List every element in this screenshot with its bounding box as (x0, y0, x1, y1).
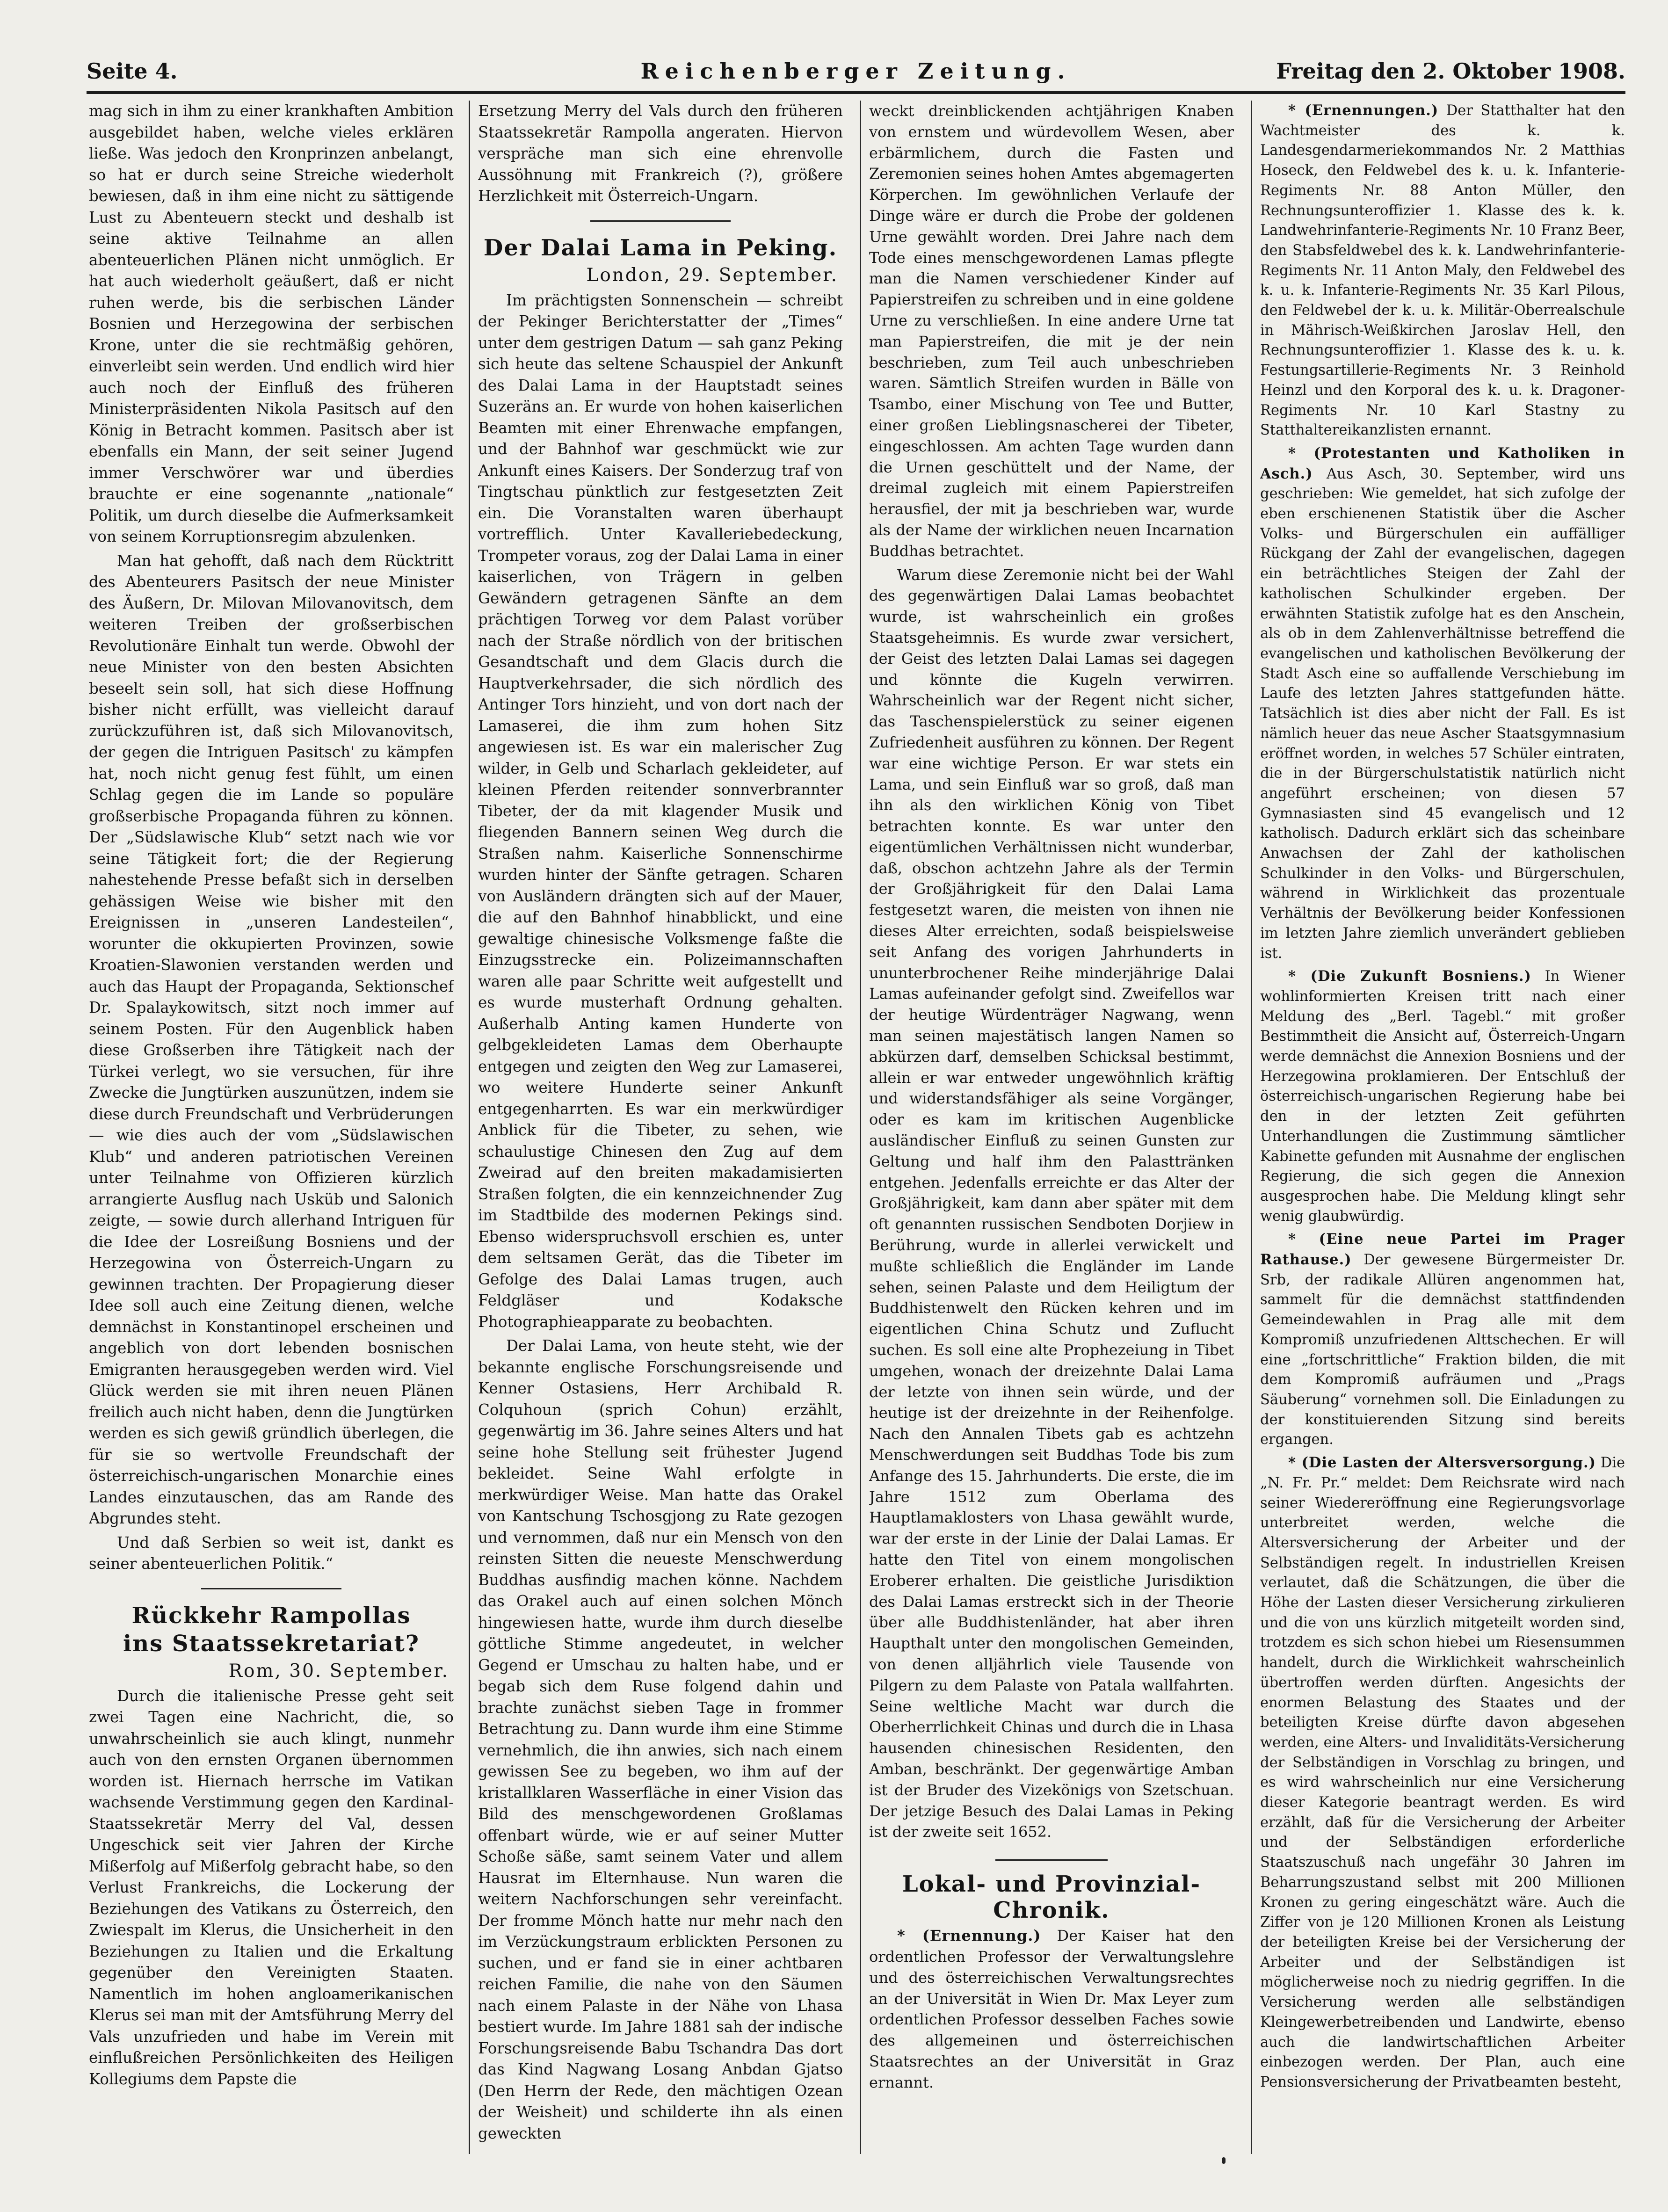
column-4 (1260, 101, 1625, 2154)
news-item-text: In Wiener wohlinformierten Kreisen tritt nach einer Meldung des „Berl. Tagebl.“ mit großer Bestimmtheit die Ansicht auf, Österreich-Ungarn werde demnächst die Annexion Bosniens und der Herzegowina proklamieren. Der Entschluß der österreichisch-ungarischen Regierung habe bei den in der letzten Zeit geführten Unterhandlungen die Zustimmung sämtlicher Kabinette gefunden mit Ausnahme der englischen Regierung, die sich gegen die Annexion ausgesprochen habe. Die Meldung klingt sehr wenig glaubwürdig. (1260, 968, 1625, 1225)
column-1 (89, 101, 454, 2154)
separator (590, 220, 731, 222)
news-item (1260, 443, 1625, 964)
article-text: mag sich in ihm zu einer krankhaften Ambition ausgebildet haben, welche vieles erklären ließe. Was jedoch den Kronprinzen anbelangt, so hat er durch seine Streiche wiederholt bewiesen, daß in ihm eine nicht zu sättigende Lust zu Abenteuern steckt und deshalb ist seine aktive Teilnahme an allen abenteuerlichen Plänen nicht unmöglich. Er hat auch wiederholt geäußert, daß er nicht ruhen werde, bis die serbischen Länder Bosnien und Herzegowina der serbischen Krone, unter die sie rechtmäßig gehören, einverleibt sein werden. Und endlich wird hier auch noch der Einfluß des früheren Ministerpräsidenten Nikola Pasitsch auf den König in Betracht kommen. Pasitsch aber ist ebenfalls ein Mann, der seit seiner Jugend immer Verschwörer war und überdies brauchte er eine sogenannte „nationale“ Politik, um durch dieselbe die Aufmerksamkeit von seinem Korruptionsregim abzulenken. (89, 102, 454, 545)
masthead (87, 49, 1625, 94)
news-item (1260, 101, 1625, 441)
dateline: Rom, 30. September. (228, 1660, 449, 1682)
dateline: London, 29. September. (586, 264, 838, 286)
news-item (1260, 1453, 1625, 2093)
headline-rampolla-line-2: ins Staatssekretariat? (123, 1630, 420, 1657)
column-2 (478, 101, 843, 2154)
column-rule (469, 101, 470, 2154)
article-text: Der Dalai Lama, von heute steht, wie der bekannte englische Forschungsreisende und Kenner Ostasiens, Herr Archibald R. Colquhoun (sprich Cohun) erzählt, gegenwärtig im 36. Jahre seines Alters und hat seine hohe Stellung seit frühester Jugend bekleidet. Seine Wahl erfolgte in merkwürdiger Weise. Man hatte das Orakel von Kantschung Tschosgjong zu Rate gezogen und vernommen, daß nur ein Mensch von den reinsten Sitten die neueste Menschwerdung Buddhas ausfindig machen könne. Nachdem das Orakel auch auf einen solchen Mönch hingewiesen hatte, wurde ihm durch dieselbe göttliche Stimme angedeutet, in welcher Gegend er Umschau zu halten habe, und er begab sich dem Ruse folgend dahin und brachte zunächst sieben Tage in frommer Betrachtung zu. Dann wurde ihm eine Stimme vernehmlich, die ihn anwies, sich nach einem gewissen See zu begeben, wo ihm auf der kristallklaren Wasserfläche in einer Vision das Bild des menschgewordenen Großlamas offenbart würde, wie er auf seiner Mutter Schoße säße, samt seinem Vater und allem Hausrat im Elternhause. Nun waren die weitern Nachforschungen sehr vereinfacht. Der fromme Mönch hatte nur mehr nach den im Verzückungstraum erblickten Personen zu suchen, und er fand sie in einer achtbaren reichen Familie, die nahe von den Säumen nach einem Palaste in der Nähe von Lhasa bestiert wurde. Im Jahre 1881 sah der indische Forschungsreisende Babu Tschandra Das dort das Kind Nagwang Losang Anbdan Gjatso (Den Herrn der Rede, den mächtigen Ozean der Weisheit) und schilderte ihn als einen geweckten (478, 1337, 843, 2142)
news-item-text: Aus Asch, 30. September, wird uns geschrieben: Wie gemeldet, hat sich zufolge der eben erschienenen Statistik über die Ascher Volks- und Bürgerschulen ein auffälliger Rückgang der Zahl der evangelischen, dagegen ein beträchtliches Steigen der Zahl der katholischen Schulkinder ergeben. Der erwähnten Statistik zufolge hat es den Anschein, als ob in dem Zahlenverhältnisse betreffend die evangelischen und katholischen Bevölkerung der Stadt Asch eine so auffallende Verschiebung im Laufe des letzten Jahres stattgefunden hätte. Tatsächlich ist dies aber nicht der Fall. Es ist nämlich heuer das neue Ascher Staatsgymnasium eröffnet worden, in welches 57 Schüler eintraten, die in der Bürgerschulstatistik natürlich nicht angeführt erscheinen; von diesen 57 Gymnasiasten sind 45 evangelisch und 12 katholisch. Dadurch erklärt sich das scheinbare Anwachsen der Zahl der katholischen Schulkinder in den Volks- und Bürgerschulen, während in Wirklichkeit das prozentuale Verhältnis der Bevölkerung beider Konfessionen im letzten Jahre ziemlich unverändert geblieben ist. (1260, 465, 1625, 962)
news-item (869, 1925, 1234, 2093)
column-rule (1251, 101, 1252, 2154)
article-text: Warum diese Zeremonie nicht bei der Wahl des gegenwärtigen Dalai Lamas beobachtet wurde, ist wahrscheinlich ein großes Staatsgeheimnis. Es wurde zwar versichert, der Geist des letzten Dalai Lamas sei dagegen und könnte die Kugeln verwirren. Wahrscheinlich war der Regent nicht sicher, das Taschenspielerstück zu seiner eigenen Zufriedenheit ausführen zu können. Der Regent war eine wichtige Person. Er war stets ein Lama, und sein Einfluß war so groß, daß man ihn als den wirklichen König von Tibet betrachten konnte. Es war unter den eigentümlichen Verhältnissen nicht wunderbar, daß, obschon achtzehn Jahre als der Termin der Großjährigkeit für den Dalai Lama festgesetzt waren, die meisten von ihnen nie dieses Alter erreichten, sodaß beispielsweise seit Anfang des vorigen Jahrhunderts in ununterbrochener Reihe minderjährige Dalai Lamas aufeinander gefolgt sind. Zweifellos war der heutige Würdenträger Nagwang, wenn man seinen majestätisch langen Namen so abkürzen darf, demselben Schicksal bestimmt, allein er war entweder ungewöhnlich kräftig und widerstandsfähiger als seine Vorgänger, oder es kam im kritischen Augenblicke ausländischer Einfluß zu seinen Gunsten zur Geltung und half ihm den Palasttränken entgehen. Jedenfalls erreichte er das Alter der Großjährigkeit, kam dann aber später mit dem oft genannten russischen Sendboten Dorjiew in Berührung, wurde in allerlei verwickelt und mußte schließlich die Engländer im Lande sehen, seinen Palaste und dem Heiligtum der Buddhistenwelt den Rücken kehren und im eigentlichen China Schutz und Zuflucht suchen. Es soll eine alte Prophezeiung in Tibet umgehen, wonach der dreizehnte Dalai Lama der letzte von ihnen sein würde, und der heutige ist der dreizehnte in der Reihenfolge. Nach den Annalen Tibets gab es achtzehn Menschwerdungen seit Buddhas Tode bis zum Anfange des 15. Jahrhunderts. Die erste, die im Jahre 1512 zum Oberlama des Hauptlamaklosters von Lhasa gewählt wurde, war der erste in der Linie der Dalai Lamas. Er hatte den Titel von einem mongolischen Eroberer erhalten. Die geistliche Jurisdiktion des Dalai Lamas erstreckt sich in der Theorie über alle Buddhistenländer, hat aber ihren Haupthalt unter den mongolischen Gemeinden, von denen alljährlich viele Tausende von Pilgern zu dem Palaste von Patala wallfahrten. Seine weltliche Macht war durch die Oberherrlichkeit Chinas und durch die in Lhasa hausenden chinesischen Residenten, den Amban, beschränkt. Der gegenwärtige Amban ist der Bruder des Vizekönigs von Szetschuan. Der jetzige Besuch des Dalai Lamas in Peking ist der zweite seit 1652. (869, 566, 1234, 1841)
news-item-tag: * (Eine neue Partei im Prager Rathause.) (1260, 1231, 1625, 1269)
news-item-tag: * (Protestanten und Katholiken in Asch.) (1260, 444, 1625, 482)
headline-dalai-lama: Der Dalai Lama in Peking. (483, 234, 838, 261)
issue-date: Freitag den 2. Oktober 1908. (1276, 58, 1625, 84)
news-item (1260, 966, 1625, 1226)
headline-rampolla-line-1: Rückkehr Rampollas (131, 1602, 411, 1629)
article-text: Und daß Serbien so weit ist, dankt es seiner abenteuerlichen Politik.“ (89, 1533, 454, 1573)
news-item-tag: * (Die Zukunft Bosniens.) (1288, 968, 1531, 985)
article-text: Ersetzung Merry del Vals durch den früheren Staatssekretär Rampolla angeraten. Hiervon verspräche man sich eine ehrenvolle Aussöhnung mit Frankreich (?), größere Herzlichkeit mit Österreich-Ungarn. (478, 102, 843, 205)
news-item (1260, 1229, 1625, 1450)
news-item-tag: * (Die Lasten der Altersversorgung.) (1288, 1454, 1596, 1472)
column-3 (869, 101, 1234, 2154)
news-item-text: Der Statthalter hat den Wachtmeister des k. k. Landesgendarmeriekommandos Nr. 2 Matthias Hoseck, den Feldwebel des k. u. k. Infanterie-Regiments Nr. 88 Anton Müller, den Rechnungsunteroffizier 1. Klasse des k. k. Landwehrinfanterie-Regiments Nr. 10 Franz Beer, den Stabsfeldwebel des k. k. Landwehrinfanterie-Regiments Nr. 11 Anton Maly, den Feldwebel des k. u. k. Infanterie-Regiments Nr. 35 Karl Pilous, den Feldwebel der k. u. k. Militär-Oberrealschule in Mährisch-Weißkirchen Jaroslav Hell, den Rechnungsunteroffizier 1. Klasse des k. u. k. Festungsartillerie-Regiments Nr. 3 Reinhold Heinzl und den Korporal des k. u. k. Dragoner-Regiments Nr. 10 Karl Stastny zu Statthaltereikanzlisten ernannt. (1260, 102, 1625, 439)
ink-speck (1222, 2157, 1226, 2164)
page-number: Seite 4. (87, 58, 178, 84)
separator (995, 1859, 1108, 1861)
column-rule (860, 101, 861, 2154)
separator (201, 1588, 341, 1589)
news-item-text: Die „N. Fr. Pr.“ meldet: Dem Reichsrate wird nach seiner Wiedereröffnung eine Regierungsvorlage unterbreitet werden, welche die Altersversicherung der Arbeiter und der Selbständigen regelt. In industriellen Kreisen verlautet, daß die Schätzungen, die über die Höhe der Lasten dieser Versicherung zirkulieren und die von uns kürzlich mitgeteilt worden sind, trotzdem es sich schon hiebei um Riesensummen handelt, durch die Wirklichkeit wahrscheinlich übertroffen werden dürften. Angesichts der enormen Belastung des Staates und der beteiligten Kreise dürfte davon abgesehen werden, eine Alters- und Invaliditäts-Versicherung der Selbständigen in Vorschlag zu bringen, und es wird wahrscheinlich nur eine Versicherung dieser Kategorie beantragt werden. Es wird erzählt, daß für die Versicherung der Arbeiter und der Selbständigen erforderliche Staatszuschuß nach ungefähr 30 Jahren im Beharrungszustand selbst mit 200 Millionen Kronen zu gering eingeschätzt wäre. Auch die Ziffer von je 120 Millionen Kronen als Leistung der beteiligten Kreise bei der Versicherung der Arbeiter und der Selbständigen ist möglicherweise noch zu niedrig gegriffen. In die Versicherung werden alle selbständigen Kleingewerbetreibenden und Landwirte, ebenso auch die landwirtschaftlichen Arbeiter einbezogen werden. Der Plan, auch eine Pensionsversicherung der Privatbeamten besteht, (1260, 1455, 1625, 2090)
article-text: weckt dreinblickenden achtjährigen Knaben von ernstem und würdevollem Wesen, aber erbärmlichem, durch die Fasten und Zeremonien seines hohen Amtes abgemagerten Körperchen. Im gewöhnlichen Verlaufe der Dinge wäre er durch die Probe der goldenen Urne gewählt worden. Drei Jahre nach dem Tode eines menschgewordenen Lamas pflegte man die Namen verschiedener Kinder auf Papierstreifen zu schreiben und in eine goldene Urne zu verschließen. In eine andere Urne tat man Papierstreifen, die mit je der nein beschrieben, zum Teil auch unbeschrieben waren. Sämtlich Streifen wurden in Bälle von Tsambo, einer Mischung von Tee und Butter, einer großen Lieblingsnascherei der Tibeter, eingeschlossen. Am achten Tage wurden dann die Urnen geschüttelt und der Name, der dreimal zugleich mit einem Papierstreifen herausfiel, der mit ja beschrieben war, wurde als der Name der wirklichen neuen Incarnation Buddhas betrachtet. (869, 102, 1234, 560)
article-text: Man hat gehofft, daß nach dem Rücktritt des Abenteurers Pasitsch der neue Minister des Äußern, Dr. Milovan Milovanovitsch, dem weiteren Treiben der großserbischen Revolutionäre Einhalt tun werde. Obwohl der neue Minister von den besten Absichten beseelt sein soll, hat sich diese Hoffnung bisher nicht erfüllt, was vielleicht darauf zurückzuführen ist, daß sich Milovanovitsch, der gegen die Intriguen Pasitsch' zu kämpfen hat, noch nicht genug fest fühlt, um einen Schlag gegen die im Lande so populäre großserbische Propaganda führen zu können. Der „Südslawische Klub“ setzt nach wie vor seine Tätigkeit fort; die der Regierung nahestehende Presse befaßt sich in derselben gehässigen Weise wie bisher mit den Ereignissen in „unseren Landesteilen“, worunter die okkupierten Provinzen, sowie Kroatien-Slawonien verstanden werden und auch das Haupt der Propaganda, Sektionschef Dr. Spalaykowitsch, sitzt noch immer auf seinem Posten. Für den Augenblick haben diese Großserben ihre Tätigkeit nach der Türkei verlegt, wo sie versuchen, für ihre Zwecke die Jungtürken auszunützen, indem sie diese durch Freundschaft und Verbrüderungen — wie dies auch der vom „Südslawischen Klub“ und anderen patriotischen Vereinen unter Teilnahme von Offizieren kürzlich arrangierte Ausflug nach Usküb und Salonich zeigte, — sowie durch allerhand Intriguen für die Idee der Losreißung Bosniens und der Herzegowina von Österreich-Ungarn zu gewinnen trachten. Der Propagierung dieser Idee soll auch eine Zeitung dienen, welche demnächst in Konstantinopel erscheinen und angeblich von dort lebenden bosnischen Emigranten herausgegeben werden wird. Viel Glück werden sie mit ihren neuen Plänen freilich auch nicht haben, denn die Jungtürken werden es sich gewiß gründlich überlegen, die für sie so wertvolle Freundschaft der österreichisch-ungarischen Monarchie eines Landes einzutauschen, das am Rande des Abgrundes steht. (89, 551, 454, 1527)
article-text: Im prächtigsten Sonnenschein — schreibt der Pekinger Berichterstatter der „Times“ unter dem gestrigen Datum — sah ganz Peking sich heute das seltene Schauspiel der Ankunft des Dalai Lama in der Hauptstadt seines Suzeräns an. Er wurde von hohen kaiserlichen Beamten mit einer Ehrenwache empfangen, und der Bahnhof war geschmückt wie zur Ankunft eines Kaisers. Der Sonderzug traf von Tingtschau pünktlich zur festgesetzten Zeit ein. Die Voranstalten waren überhaupt vortrefflich. Unter Kavalleriebedeckung, Trompeter voraus, zog der Dalai Lama in einer kaiserlichen, von Trägern in gelben Gewändern getragenen Sänfte an dem prächtigen Torweg vor dem Palast vorüber nach der Straße nördlich von der britischen Gesandtschaft und dem Glacis durch die Hauptverkehrsader, die sich nördlich des Antinger Tors hinzieht, und von dort nach der Lamaserei, die ihm zum hohen Sitz angewiesen ist. Es war ein malerischer Zug wilder, in Gelb und Scharlach gekleideter, auf kleinen Pferden reitender sonnverbrannter Tibeter, der da mit klagender Musik und fliegenden Bannern seinen Weg durch die Straßen nahm. Kaiserliche Sonnenschirme wurden hinter der Sänfte getragen. Scharen von Ausländern drängten sich auf der Mauer, die auf den Bahnhof hinabblickt, und eine gewaltige chinesische Volksmenge faßte die Einzugsstrecke ein. Polizeimannschaften waren alle paar Schritte weit aufgestellt und es wurde musterhaft Ordnung gehalten. Außerhalb Anting kamen Hunderte von gelbgekleideten Lamas dem Oberhaupte entgegen und zeigten den Weg zur Lamaserei, wo weitere Hunderte seiner Ankunft entgegenharrten. Es war ein merkwürdiger Anblick für die Tibeter, zu sehen, wie schaulustige Chinesen den Zug auf dem Zweirad auf den breiten makadamisierten Straßen folgten, die ein kennzeichnender Zug im Stadtbilde des modernen Pekings sind. Ebenso widerspruchsvoll erschien es, unter dem seltsamen Gerät, das die Tibeter im Gefolge des Dalai Lamas trugen, auch Feldgläser und Kodaksche Photographieapparate zu beobachten. (478, 291, 843, 1331)
article-text: Durch die italienische Presse geht seit zwei Tagen eine Nachricht, die, so unwahrscheinlich sie auch klingt, nunmehr auch von den ernsten Organen übernommen worden ist. Hiernach herrsche im Vatikan wachsende Verstimmung gegen den Kardinal-Staatssekretär Merry del Val, dessen Ungeschick seit vier Jahren der Kirche Mißerfolg auf Mißerfolg gebracht habe, so den Verlust Frankreichs, die Lockerung der Beziehungen des Vatikans zu Österreich, den Zwiespalt im Klerus, die Unsicherheit in den Beziehungen zu Italien und die Erkaltung gegenüber den Vereinigten Staaten. Namentlich im hohen angloamerikanischen Klerus sei man mit der Amtsführung Merry del Vals unzufrieden und habe im Verein mit einflußreichen Persönlichkeiten des Heiligen Kollegiums dem Papste die (89, 1687, 454, 2088)
section-heading-local-news: Lokal- und Provinzial-Chronik. (902, 1871, 1201, 1924)
news-item-tag: * (Ernennung.) (897, 1927, 1041, 1945)
news-item-text: Der Kaiser hat den ordentlichen Professor der Verwaltungslehre und des österreichischen Verwaltungsrechtes an der Universität in Wien Dr. Max Leyer zum ordentlichen Professor desselben Faches sowie des allgemeinen und österreichischen Staatsrechtes an der Universität in Graz ernannt. (869, 1927, 1234, 2091)
newspaper-title: Reichenberger Zeitung. (640, 58, 1072, 84)
news-item-tag: * (Ernennungen.) (1288, 102, 1439, 119)
news-item-text: Der gewesene Bürgermeister Dr. Srb, der radikale Allüren angenommen hat, sammelt für die demnächst stattfindenden Gemeindewahlen in Prag alle mit dem Kompromiß unzufriedenen Alttschechen. Er will eine „fortschrittliche“ Fraktion bilden, die mit dem Kompromiß aufräumen und „Prags Säuberung“ vornehmen soll. Die Einladungen zu der konstituierenden Sitzung sind bereits ergangen. (1260, 1252, 1625, 1448)
